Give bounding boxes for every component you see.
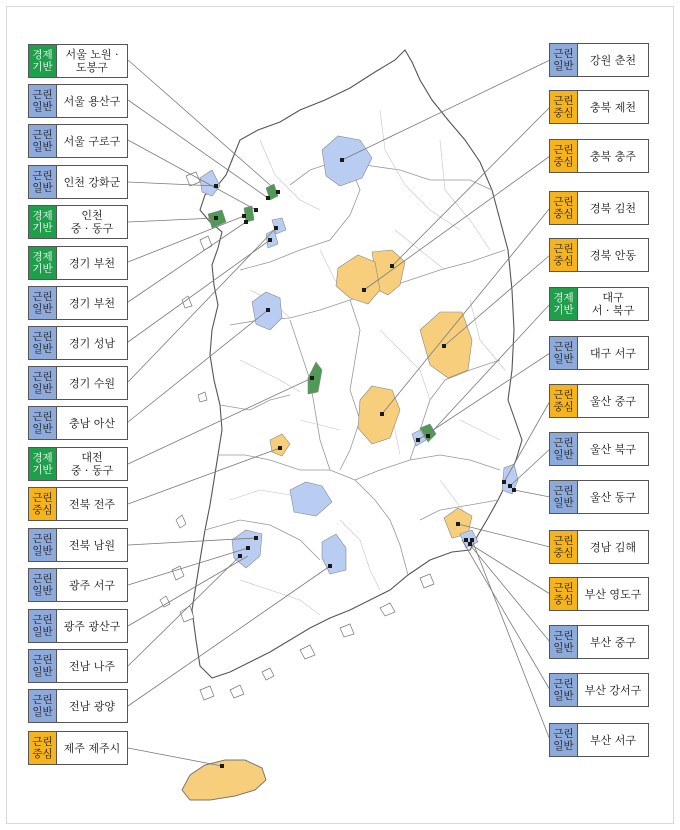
right-label-14 xyxy=(549,723,649,757)
category-badge xyxy=(550,385,578,417)
category-badge-text: 경제 xyxy=(32,210,53,222)
left-label-11 xyxy=(28,487,128,521)
right-label-4 xyxy=(549,238,649,272)
region-name: 울산 동구 xyxy=(589,490,636,504)
category-badge-text: 근린 xyxy=(553,243,574,255)
category-badge xyxy=(29,45,57,77)
category-badge xyxy=(29,569,57,601)
category-badge-text: 기반 xyxy=(553,304,574,316)
category-badge-text: 경제 xyxy=(32,452,53,464)
category-badge-text: 근린 xyxy=(32,492,53,504)
right-label-2 xyxy=(549,139,649,173)
category-badge xyxy=(29,85,57,117)
category-badge xyxy=(29,732,57,764)
left-label-15 xyxy=(28,649,128,683)
category-badge-text: 근린 xyxy=(32,371,53,383)
category-badge xyxy=(550,724,578,756)
category-badge xyxy=(550,626,578,658)
category-badge-text: 중심 xyxy=(553,208,574,220)
category-badge-text: 일반 xyxy=(32,343,53,355)
category-badge-text: 일반 xyxy=(553,642,574,654)
region-name: 서울 노원 · 도봉구 xyxy=(65,48,119,74)
category-badge-text: 기반 xyxy=(32,464,53,476)
region-name: 제주 제주시 xyxy=(63,741,121,755)
category-badge-text: 일반 xyxy=(553,449,574,461)
left-label-13 xyxy=(28,568,128,602)
category-badge-text: 근린 xyxy=(553,582,574,594)
region-name: 전남 나주 xyxy=(68,659,115,673)
category-badge-text: 근린 xyxy=(32,331,53,343)
right-label-3 xyxy=(549,191,649,225)
category-badge-text: 근린 xyxy=(32,411,53,423)
left-label-3 xyxy=(28,165,128,199)
right-label-10 xyxy=(549,530,649,564)
right-label-9 xyxy=(549,480,649,514)
left-label-10 xyxy=(28,447,128,481)
category-badge-text: 일반 xyxy=(32,423,53,435)
category-badge-text: 근린 xyxy=(32,291,53,303)
region-name: 울산 중구 xyxy=(589,394,636,408)
category-badge xyxy=(29,166,57,198)
category-badge-text: 일반 xyxy=(32,303,53,315)
category-badge-text: 근린 xyxy=(32,614,53,626)
left-label-0 xyxy=(28,44,128,78)
region-name: 광주 서구 xyxy=(68,578,115,592)
left-label-1 xyxy=(28,84,128,118)
category-badge-text: 기반 xyxy=(32,61,53,73)
category-badge-text: 중심 xyxy=(553,156,574,168)
region-name: 서울 구로구 xyxy=(63,134,121,148)
region-name: 충북 제천 xyxy=(589,100,636,114)
category-badge-text: 일반 xyxy=(553,690,574,702)
category-badge xyxy=(29,367,57,399)
category-badge-text: 중심 xyxy=(32,748,53,760)
category-badge-text: 근린 xyxy=(553,485,574,497)
left-label-12 xyxy=(28,528,128,562)
category-badge xyxy=(550,239,578,271)
right-label-7 xyxy=(549,384,649,418)
category-badge xyxy=(550,192,578,224)
region-name: 전남 광양 xyxy=(68,699,115,713)
region-name: 대전 중 · 동구 xyxy=(70,451,114,477)
category-badge-text: 경제 xyxy=(553,292,574,304)
left-label-17 xyxy=(28,731,128,765)
category-badge-text: 중심 xyxy=(553,255,574,267)
category-badge-text: 근린 xyxy=(553,678,574,690)
category-badge xyxy=(550,481,578,513)
region-name: 광주 광산구 xyxy=(63,619,121,633)
category-badge xyxy=(29,327,57,359)
region-name: 경기 부천 xyxy=(68,296,115,310)
right-label-6 xyxy=(549,336,649,370)
category-badge-text: 근린 xyxy=(553,48,574,60)
region-name: 전북 남원 xyxy=(68,538,115,552)
category-badge xyxy=(550,44,578,76)
category-badge xyxy=(550,140,578,172)
left-label-2 xyxy=(28,124,128,158)
category-badge-text: 일반 xyxy=(32,706,53,718)
category-badge-text: 일반 xyxy=(32,626,53,638)
left-label-7 xyxy=(28,326,128,360)
category-badge-text: 근린 xyxy=(32,129,53,141)
category-badge xyxy=(29,287,57,319)
left-label-6 xyxy=(28,286,128,320)
category-badge-text: 중심 xyxy=(553,547,574,559)
region-name: 경기 수원 xyxy=(68,376,115,390)
category-badge xyxy=(550,531,578,563)
region-name: 경북 김천 xyxy=(589,201,636,215)
region-name: 인천 중 · 동구 xyxy=(70,209,114,235)
category-badge xyxy=(29,488,57,520)
category-badge-text: 일반 xyxy=(32,383,53,395)
region-name: 울산 북구 xyxy=(589,442,636,456)
region-name: 경기 부천 xyxy=(68,256,115,270)
region-name: 부산 서구 xyxy=(589,733,636,747)
category-badge-text: 일반 xyxy=(32,545,53,557)
category-badge xyxy=(29,690,57,722)
category-badge xyxy=(550,433,578,465)
category-badge xyxy=(29,529,57,561)
category-badge xyxy=(550,337,578,369)
region-name: 충북 충주 xyxy=(589,149,636,163)
category-badge-text: 기반 xyxy=(32,222,53,234)
category-badge-text: 중심 xyxy=(553,107,574,119)
category-badge-text: 일반 xyxy=(32,101,53,113)
right-label-8 xyxy=(549,432,649,466)
category-badge-text: 중심 xyxy=(553,401,574,413)
category-badge-text: 근린 xyxy=(553,535,574,547)
category-badge xyxy=(550,91,578,123)
category-badge-text: 일반 xyxy=(32,585,53,597)
category-badge-text: 근린 xyxy=(553,341,574,353)
category-badge xyxy=(29,448,57,480)
left-label-8 xyxy=(28,366,128,400)
category-badge-text: 근린 xyxy=(32,694,53,706)
category-badge-text: 근린 xyxy=(553,196,574,208)
region-name: 부산 강서구 xyxy=(584,683,642,697)
left-label-5 xyxy=(28,246,128,280)
category-badge-text: 중심 xyxy=(553,594,574,606)
category-badge xyxy=(29,407,57,439)
region-name: 인천 강화군 xyxy=(63,175,121,189)
region-name: 부산 영도구 xyxy=(584,587,642,601)
region-name: 대구 서구 xyxy=(589,346,636,360)
right-label-0 xyxy=(549,43,649,77)
region-name: 전북 전주 xyxy=(68,497,115,511)
category-badge-text: 일반 xyxy=(32,666,53,678)
right-label-12 xyxy=(549,625,649,659)
left-label-16 xyxy=(28,689,128,723)
category-badge-text: 근린 xyxy=(553,728,574,740)
category-badge-text: 경제 xyxy=(32,251,53,263)
category-badge xyxy=(29,610,57,642)
right-label-11 xyxy=(549,577,649,611)
left-label-9 xyxy=(28,406,128,440)
left-label-14 xyxy=(28,609,128,643)
category-badge-text: 근린 xyxy=(32,89,53,101)
region-name: 부산 중구 xyxy=(589,635,636,649)
category-badge xyxy=(29,125,57,157)
region-name: 강원 춘천 xyxy=(589,53,636,67)
region-name: 경남 김해 xyxy=(589,540,636,554)
category-badge-text: 근린 xyxy=(32,573,53,585)
category-badge-text: 일반 xyxy=(553,740,574,752)
region-name: 서울 용산구 xyxy=(63,94,121,108)
category-badge xyxy=(550,288,578,320)
category-badge-text: 근린 xyxy=(32,736,53,748)
category-badge-text: 근린 xyxy=(32,170,53,182)
region-name: 경기 성남 xyxy=(68,336,115,350)
category-badge xyxy=(29,650,57,682)
category-badge-text: 근린 xyxy=(32,533,53,545)
category-badge xyxy=(550,674,578,706)
category-badge-text: 중심 xyxy=(32,504,53,516)
region-name: 충남 아산 xyxy=(68,416,115,430)
category-badge xyxy=(29,206,57,238)
category-badge-text: 근린 xyxy=(553,437,574,449)
category-badge-text: 근린 xyxy=(32,654,53,666)
right-label-5 xyxy=(549,287,649,321)
category-badge-text: 일반 xyxy=(553,353,574,365)
category-badge-text: 일반 xyxy=(32,141,53,153)
category-badge-text: 일반 xyxy=(553,497,574,509)
category-badge xyxy=(550,578,578,610)
region-name: 대구 서 · 북구 xyxy=(591,291,635,317)
category-badge-text: 근린 xyxy=(553,630,574,642)
category-badge-text: 근린 xyxy=(553,389,574,401)
left-label-4 xyxy=(28,205,128,239)
category-badge-text: 일반 xyxy=(32,182,53,194)
category-badge-text: 근린 xyxy=(553,95,574,107)
category-badge-text: 근린 xyxy=(553,144,574,156)
right-label-13 xyxy=(549,673,649,707)
category-badge-text: 기반 xyxy=(32,263,53,275)
category-badge xyxy=(29,247,57,279)
region-name: 경북 안동 xyxy=(589,248,636,262)
category-badge-text: 일반 xyxy=(553,60,574,72)
category-badge-text: 경제 xyxy=(32,49,53,61)
right-label-1 xyxy=(549,90,649,124)
